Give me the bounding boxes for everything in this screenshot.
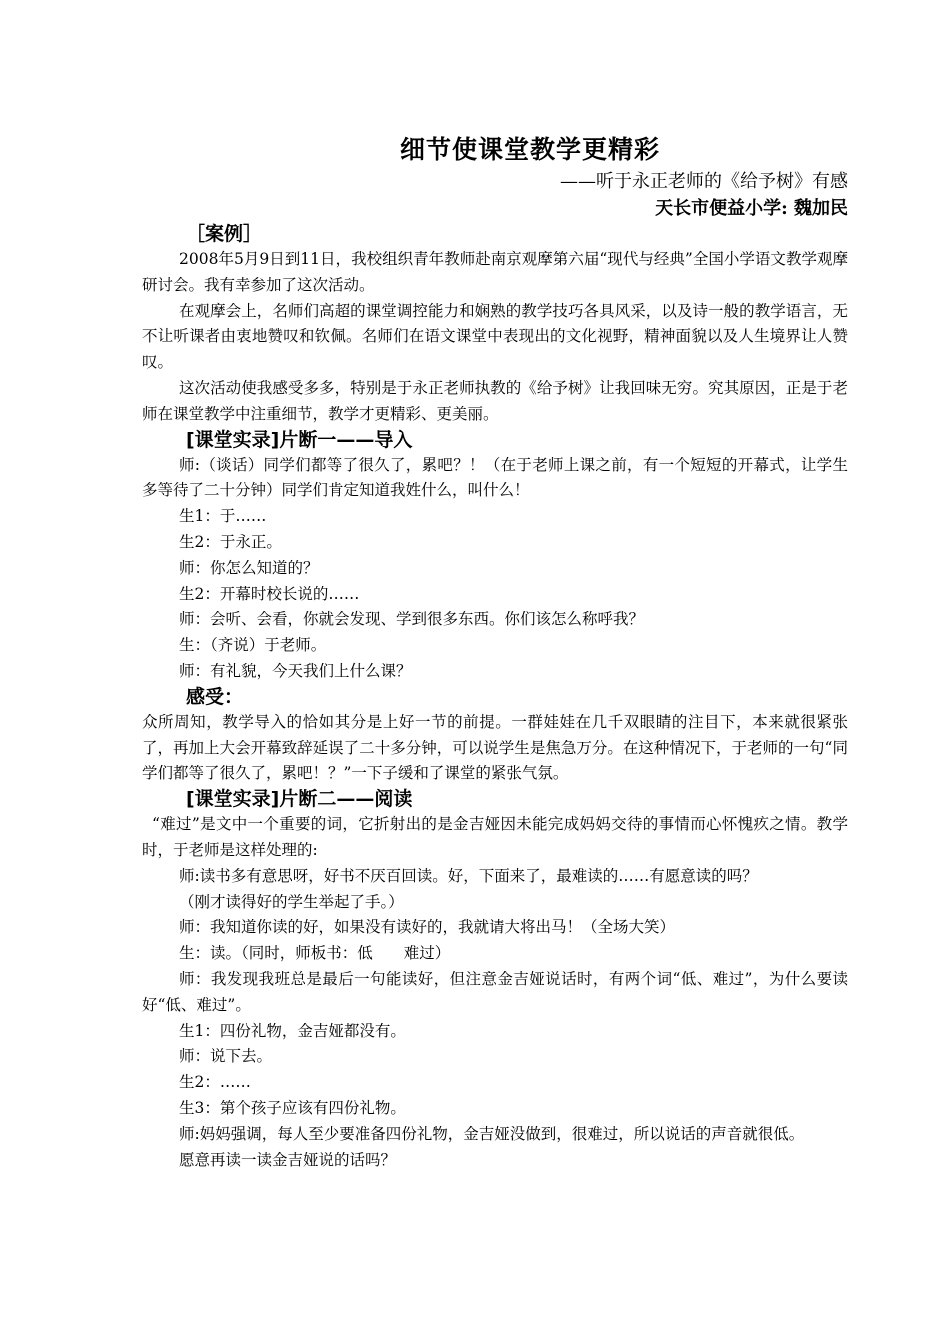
- dialogue-line: 师：你怎么知道的？: [179, 558, 319, 577]
- dialogue-line: 师：我发现我班总是最后一句能读好，但注意金吉娅说话时，有两个词“低、难过”，为什么要读好“低、难过”。: [142, 969, 848, 1014]
- section-heading-fragment1: [课堂实录]片断一——导入: [186, 428, 413, 451]
- document-author: 天长市便益小学: 魏加民: [655, 198, 848, 219]
- dialogue-line: 愿意再读一读金吉娅说的话吗？: [179, 1150, 397, 1169]
- dialogue-line: 师:妈妈强调，每人至少要准备四份礼物，金吉娅没做到，很难过，所以说话的声音就很低。: [179, 1124, 805, 1143]
- dialogue-line: 生1：于……: [179, 507, 267, 526]
- dialogue-line: 师：有礼貌，今天我们上什么课？: [179, 661, 412, 680]
- dialogue-line: 师:（谈话）同学们都等了很久了，累吧？！（在于老师上课之前，有一个短短的开幕式，让学生多等待了二十分钟）同学们肯定知道我姓什么，叫什么！: [142, 455, 848, 500]
- dialogue-line: 师:读书多有意思呀，好书不厌百回读。好，下面来了，最难读的……有愿意读的吗？: [179, 866, 758, 885]
- dialogue-line: 生2：……: [179, 1073, 251, 1092]
- fragment2-intro: “难过”是文中一个重要的词，它折射出的是金吉娅因未能完成妈妈交待的事情而心怀愧疚之情。教学时，于老师是这样处理的:: [142, 815, 848, 859]
- section-heading-case: ［案例］: [186, 223, 263, 245]
- case-paragraph: 这次活动使我感受多多，特别是于永正老师执教的《给予树》让我回味无穷。究其原因，正是于老师在课堂教学中注重细节，教学才更精彩、更美丽。: [142, 378, 848, 423]
- case-paragraph: 在观摩会上，名师们高超的课堂调控能力和娴熟的教学技巧各具风采，以及诗一般的教学语言，无不让听课者由衷地赞叹和钦佩。名师们在语文课堂中表现出的文化视野，精神面貌以及人生境界让人赞叹。: [142, 301, 848, 372]
- dialogue-line: 生3：第个孩子应该有四份礼物。: [179, 1098, 406, 1117]
- dialogue-line: 师：会听、会看，你就会发现、学到很多东西。你们该怎么称呼我？: [179, 610, 645, 629]
- dialogue-line: 师：我知道你读的好，如果没有读好的，我就请大将出马！（全场大笑）: [179, 918, 676, 937]
- dialogue-line: （刚才读得好的学生举起了手。）: [179, 892, 404, 911]
- dialogue-line: 生2：开幕时校长说的……: [179, 584, 360, 603]
- dialogue-line: 生：（齐说）于老师。: [179, 636, 327, 655]
- feeling-paragraph: 众所周知，教学导入的恰如其分是上好一节的前提。一群娃娃在几千双眼睛的注目下，本来就很紧张了，再加上大会开幕致辞延误了二十多分钟，可以说学生是焦急万分。在这种情况下，于老师的一句“同学们都等了很久了，累吧！？”一下子缓和了课堂的紧张气氛。: [142, 712, 848, 783]
- section-heading-feeling: 感受：: [186, 685, 244, 708]
- case-paragraph: 2008年5月9日到11日，我校组织青年教师赴南京观摩第六届“现代与经典”全国小学语文教学观摩研讨会。我有幸参加了这次活动。: [142, 250, 848, 294]
- document-page: [142, 132, 848, 1173]
- dialogue-line: 生2：于永正。: [179, 532, 282, 551]
- document-subtitle: ——听于永正老师的《给予树》有感: [560, 171, 848, 192]
- dialogue-line: 师：说下去。: [179, 1047, 273, 1066]
- dialogue-line: 生1：四份礼物，金吉娅都没有。: [179, 1021, 406, 1040]
- document-title: 细节使课堂教学更精彩: [399, 135, 660, 164]
- dialogue-line: 生：读。（同时，师板书：低 难过）: [179, 944, 451, 963]
- section-heading-fragment2: [课堂实录]片断二——阅读: [186, 788, 413, 811]
